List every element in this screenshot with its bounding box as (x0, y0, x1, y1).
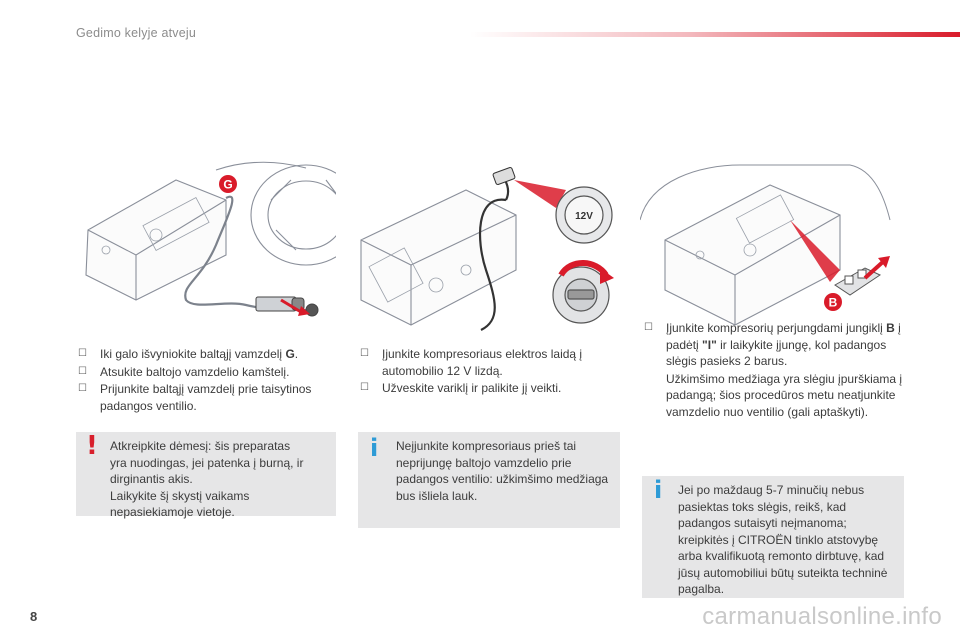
watermark-text: carmanualsonline.info (702, 603, 942, 630)
pressure-note-paragraph: Užkimšimo medžiaga yra slėgiu įpurškiama į padangą; šios procedūros metu neatjunkite vamzdelio nuo ventilio (gali aptaškyti). (666, 371, 903, 419)
info-icon: i (370, 434, 379, 462)
list-item: ☐ Užveskite variklį ir palikite jį veikti. (360, 381, 562, 395)
checkbox-bullet-icon: ☐ (78, 383, 87, 394)
callout-g: G (223, 177, 233, 192)
list-item: ☐ Atsukite baltojo vamzdelio kamštelį. (78, 364, 290, 379)
list-item: ☐ Įjunkite kompresorių perjungdami jungiklį B į padėtį "I" ir laikykite įjungę, kol padangos slėgis pasieks 2 barus. (644, 321, 901, 368)
checkbox-bullet-icon: ☐ (644, 322, 653, 333)
checkbox-bullet-icon: ☐ (360, 382, 369, 393)
checkbox-bullet-icon: ☐ (78, 365, 87, 377)
list-item: ☐ Iki galo išvyniokite baltąjį vamzdelį G. (78, 347, 299, 361)
illustration-compressor-tube (76, 160, 336, 330)
info-note-dealer: i Jei po maždaug 5-7 minučių nebus pasiektas toks slėgis, reikš, kad padangos sutaisyti neįmanoma; kreipkitės į CITROËN tinklo atstovybę arba kvalifikuotą remonto dirbtuvę, kad jūsų automobiliui būtų suteikta techninė pagalba. (642, 476, 904, 598)
list-item: ☐ Įjunkite kompresoriaus elektros laidą į automobilio 12 V lizdą. (360, 347, 583, 378)
warning-note: ! Atkreipkite dėmesį: šis preparatas yra nuodingas, jei patenka į burną, ir dirginantis akis. Laikykite šį skystį vaikams nepasiekiamoje vietoje. (76, 432, 336, 516)
info-note-compressor: i Neįjunkite kompresoriaus prieš tai neprijungę baltojo vamzdelio prie padangos ventilio: užkimšimo medžiaga bus išliela lauk. (358, 432, 620, 528)
illustration-12v-socket (356, 160, 620, 332)
column-3-instructions (642, 320, 908, 420)
checkbox-bullet-icon: ☐ (78, 348, 87, 359)
column-1-instructions (76, 346, 338, 415)
illustration-switch-b (640, 160, 896, 330)
section-title: Gedimo kelyje atveju (76, 26, 197, 40)
warning-exclamation-icon: ! (86, 431, 98, 461)
header-accent-bar (470, 32, 960, 37)
page-number: 8 (30, 609, 38, 624)
callout-b: B (828, 295, 838, 310)
info-icon: i (654, 476, 663, 504)
column-2-instructions (358, 346, 620, 398)
list-item: ☐ Prijunkite baltąjį vamzdelį prie taisytinos padangos ventilio. (78, 382, 312, 413)
checkbox-bullet-icon: ☐ (360, 348, 369, 359)
socket-12v-label: 12V (575, 211, 593, 222)
